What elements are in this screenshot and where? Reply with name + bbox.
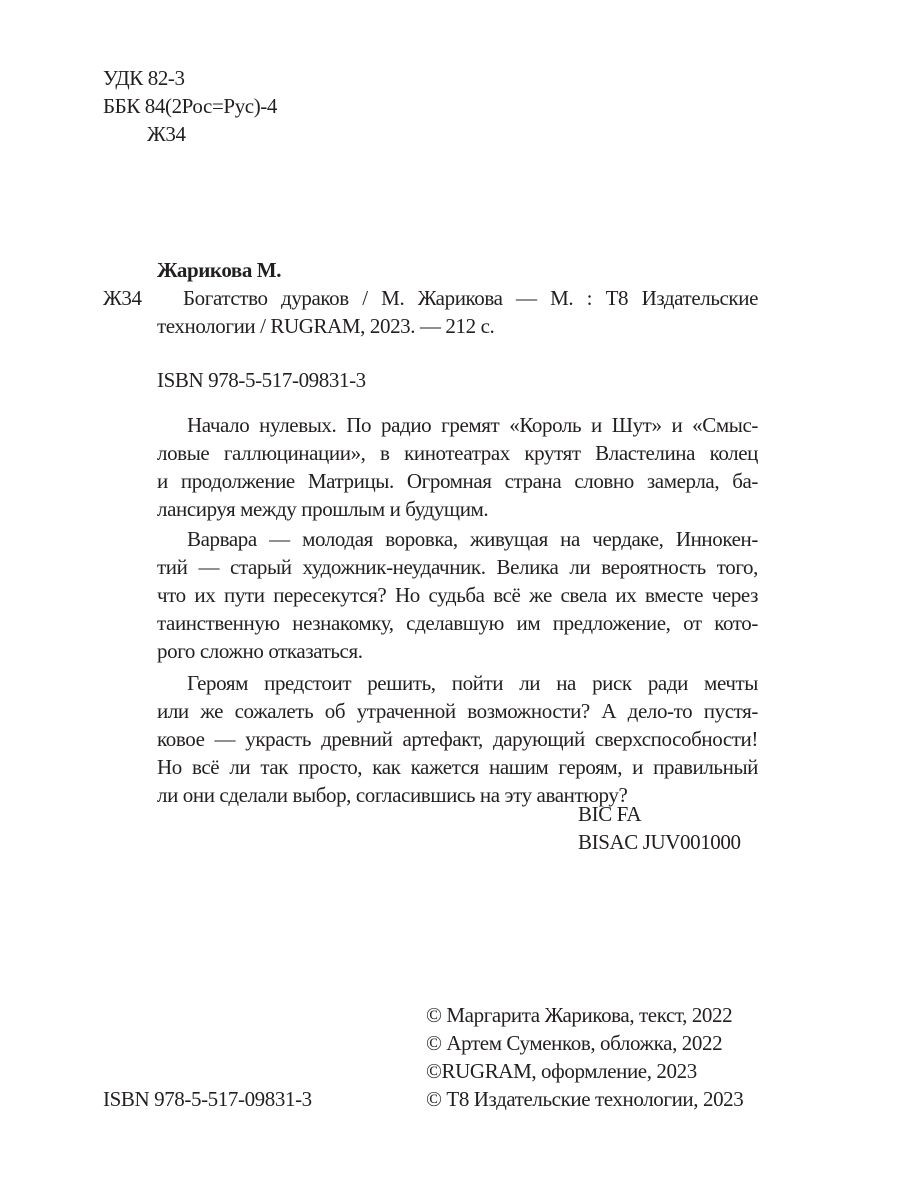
copyright-block xyxy=(426,1001,743,1113)
annotation-paragraph-2 xyxy=(157,525,758,665)
text-line: лансируя между прошлым и будущим. xyxy=(157,497,489,521)
classification-block xyxy=(103,64,277,148)
text-line: рого сложно отказаться. xyxy=(157,639,363,663)
text-line: и продолжение Матрицы. Огромная страна словно замерла, ба- xyxy=(157,469,758,493)
bisac-code: BISAC JUV001000 xyxy=(578,830,741,854)
text-line: таинственную незнакомку, сделавшую им предложение, от кото- xyxy=(157,611,758,635)
copyright-line: ©RUGRAM, оформление, 2023 xyxy=(426,1059,697,1083)
text-line: Варвара — молодая воровка, живущая на чердаке, Иннокен- xyxy=(187,527,758,551)
record-publisher-line: технологии / RUGRAM, 2023. — 212 с. xyxy=(157,314,495,338)
text-line: Но всё ли так просто, как кажется нашим героям, и правильный xyxy=(157,755,758,779)
bic-code: BIC FA xyxy=(578,802,642,826)
annotation-paragraph-1 xyxy=(157,411,758,523)
record-isbn: ISBN 978-5-517-09831-3 xyxy=(157,368,366,392)
text-line: ли они сделали выбор, согласившись на эту авантюру? xyxy=(157,783,628,807)
text-line: или же сожалеть об утраченной возможности? А дело-то пустя- xyxy=(157,699,758,723)
annotation xyxy=(157,411,758,809)
text-line: Начало нулевых. По радио гремят «Король и Шут» и «Смыс- xyxy=(187,413,758,437)
subject-codes xyxy=(578,800,741,856)
author-name: Жарикова М. xyxy=(157,258,282,282)
annotation-paragraph-3 xyxy=(157,669,758,809)
bibliographic-record xyxy=(103,256,758,394)
copyright-line: © Артем Суменков, обложка, 2022 xyxy=(426,1031,723,1055)
udk-code: УДК 82-3 xyxy=(103,66,185,90)
record-line-1 xyxy=(103,284,758,312)
text-line: тий — старый художник-неудачник. Велика ли вероятность того, xyxy=(157,555,758,579)
bbk-code: ББК 84(2Рос=Рус)-4 xyxy=(103,94,277,118)
record-title-line: Богатство дураков / М. Жарикова — М. : Т8 Издательские xyxy=(183,286,758,310)
text-line: что их пути пересекутся? Но судьба всё же свела их вместе через xyxy=(157,583,758,607)
text-line: ковое — украсть древний артефакт, дарующий сверхспособности! xyxy=(157,727,758,751)
record-author-mark: Ж34 xyxy=(103,286,142,310)
isbn-text: ISBN 978-5-517-09831-3 xyxy=(103,1087,312,1111)
copyright-line: © Маргарита Жарикова, текст, 2022 xyxy=(426,1003,733,1027)
text-line: ловые галлюцинации», в кинотеатрах крутят Властелина колец xyxy=(157,441,758,465)
copyright-line: © Т8 Издательские технологии, 2023 xyxy=(426,1087,744,1111)
text-line: Героям предстоит решить, пойти ли на риск ради мечты xyxy=(187,671,758,695)
author-mark: Ж34 xyxy=(147,122,186,146)
footer-isbn xyxy=(103,1085,312,1113)
